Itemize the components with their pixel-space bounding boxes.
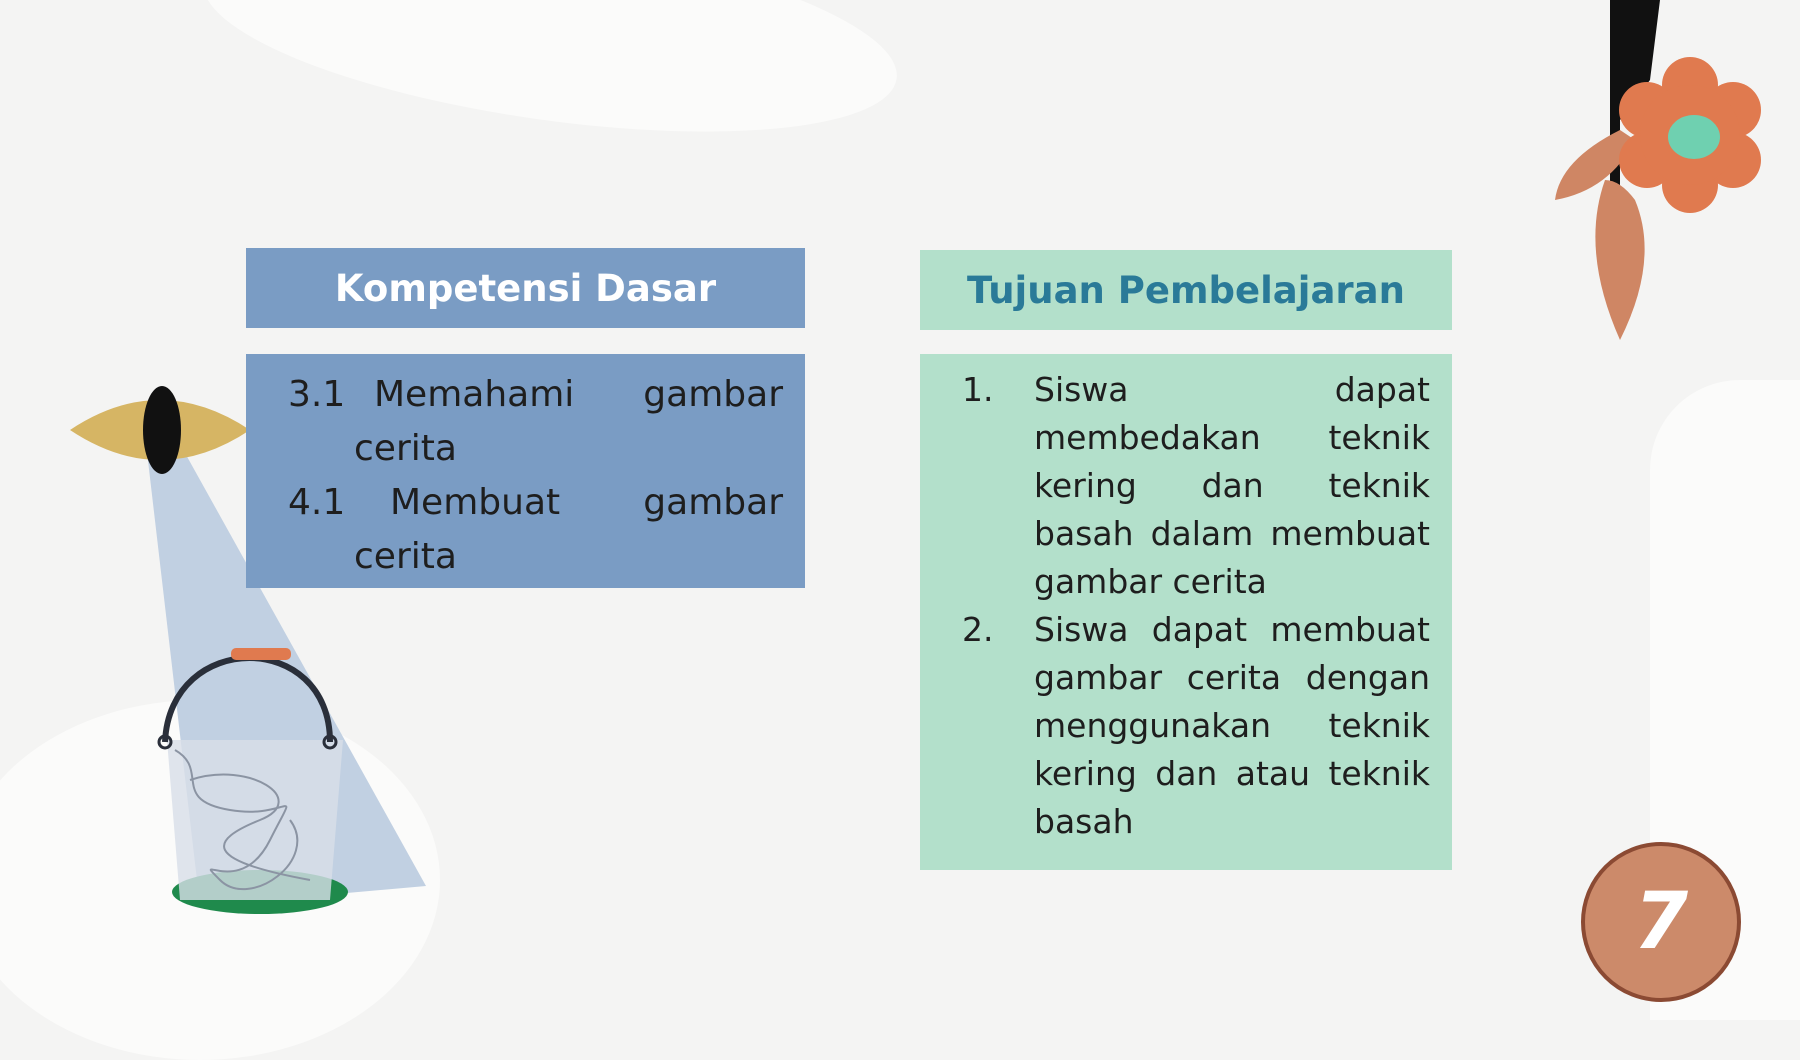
tujuan-pembelajaran-title: Tujuan Pembelajaran — [920, 250, 1452, 330]
kompetensi-item-word: gambar — [643, 374, 783, 415]
kompetensi-dasar-title: Kompetensi Dasar — [246, 248, 805, 328]
kompetensi-dasar-panel — [246, 354, 805, 588]
kompetensi-item-word: cerita — [354, 428, 457, 469]
list-item-number: 2. — [962, 610, 994, 649]
list-item — [962, 366, 1430, 606]
kompetensi-item-word: Memahami — [374, 374, 575, 415]
list-item-text: Siswa dapat membedakan teknik kering dan teknik basah dalam membuat gambar cerita — [1034, 370, 1430, 601]
flower-branch-illustration — [1540, 0, 1780, 345]
tujuan-list — [962, 366, 1430, 846]
kompetensi-item-word: gambar — [643, 482, 783, 523]
page-number-badge: 7 — [1581, 842, 1741, 1002]
tujuan-pembelajaran-panel — [920, 354, 1452, 870]
list-item-number: 1. — [962, 370, 994, 409]
kompetensi-item-word: cerita — [354, 536, 457, 577]
list-item — [962, 606, 1430, 846]
list-item-text: Siswa dapat membuat gambar cerita dengan menggunakan teknik kering dan atau teknik basah — [1034, 610, 1430, 841]
background-blob — [191, 0, 909, 168]
kompetensi-item — [288, 476, 783, 584]
kompetensi-item — [288, 368, 783, 476]
kompetensi-item-word: Membuat — [390, 482, 561, 523]
kompetensi-item-number: 4.1 — [288, 482, 346, 523]
kompetensi-item-number: 3.1 — [288, 374, 346, 415]
